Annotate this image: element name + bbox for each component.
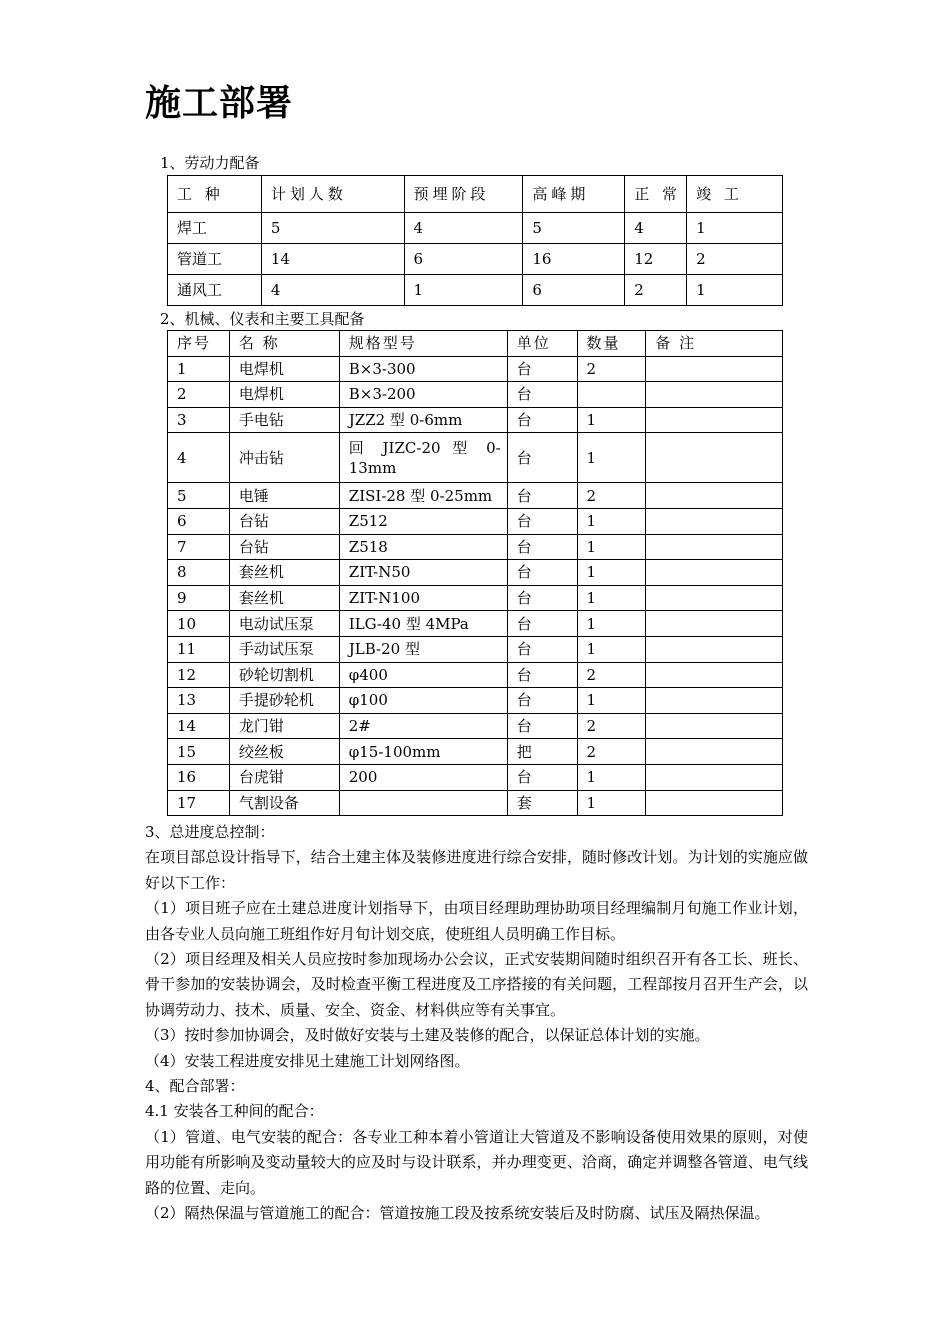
table-cell xyxy=(646,688,783,714)
table-cell: 台 xyxy=(507,611,577,637)
table-cell: 手提砂轮机 xyxy=(229,688,339,714)
table-cell: φ15-100mm xyxy=(339,739,507,765)
table-row xyxy=(168,483,783,509)
page-title: 施工部署 xyxy=(145,83,294,124)
header-cell: 竣 工 xyxy=(687,176,783,213)
header-cell: 备 注 xyxy=(646,331,783,357)
table-cell: 15 xyxy=(168,739,230,765)
table-cell: 台 xyxy=(507,483,577,509)
table-cell xyxy=(646,611,783,637)
table-cell: 1 xyxy=(577,688,646,714)
table-cell: 把 xyxy=(507,739,577,765)
table-cell: ILG-40 型 4MPa xyxy=(339,611,507,637)
table-cell: 绞丝板 xyxy=(229,739,339,765)
table-cell: Z512 xyxy=(339,508,507,534)
table-cell: 1 xyxy=(577,636,646,662)
table-cell: 17 xyxy=(168,790,230,816)
section4-subheading: 4.1 安装各工种间的配合： xyxy=(145,1102,324,1121)
table-cell: 套丝机 xyxy=(229,585,339,611)
table-cell: 16 xyxy=(523,244,625,275)
table-cell: 4 xyxy=(168,433,230,483)
table-cell: 台 xyxy=(507,534,577,560)
paragraph: （3）按时参加协调会，及时做好安装与土建及装修的配合，以保证总体计划的实施。 xyxy=(145,1026,710,1045)
paragraph: （1）项目班子应在土建总进度计划指导下，由项目经理助理协助项目经理编制月旬施工作业计划，由各专业人员向施工班组作好月旬计划交底，使班组人员明确工作目标。 xyxy=(145,899,808,943)
table-cell: 电锤 xyxy=(229,483,339,509)
table-cell: 台钻 xyxy=(229,508,339,534)
table-cell: Z518 xyxy=(339,534,507,560)
table-cell: 9 xyxy=(168,585,230,611)
table-cell: 手电钻 xyxy=(229,407,339,433)
header-cell: 计划人数 xyxy=(261,176,404,213)
table-cell xyxy=(646,407,783,433)
table-cell: 砂轮切割机 xyxy=(229,662,339,688)
table-row xyxy=(168,508,783,534)
table-cell: 台虎钳 xyxy=(229,764,339,790)
table-cell: 16 xyxy=(168,764,230,790)
table-cell: 5 xyxy=(168,483,230,509)
section3-heading: 3、总进度总控制： xyxy=(145,823,275,841)
header-cell: 工 种 xyxy=(168,176,262,213)
table-row xyxy=(168,662,783,688)
table-cell: ZISI-28 型 0-25mm xyxy=(339,483,507,509)
table-cell: 管道工 xyxy=(168,244,262,275)
table-cell: 1 xyxy=(577,790,646,816)
table-row xyxy=(168,275,783,306)
paragraph: （1）管道、电气安装的配合：各专业工种本着小管道让大管道及不影响设备使用效果的原则，对使用功能有所影响及变动量较大的应及时与设计联系，并办理变更、洽商，确定并调整各管道、电气线路的位置、走向。 xyxy=(145,1127,808,1197)
table-cell: 14 xyxy=(261,244,404,275)
table-cell: 200 xyxy=(339,764,507,790)
table-cell: 台 xyxy=(507,636,577,662)
paragraph: （4）安装工程进度安排见土建施工计划网络图。 xyxy=(145,1051,470,1070)
table-cell xyxy=(646,636,783,662)
table-row xyxy=(168,433,783,483)
header-cell: 数量 xyxy=(577,331,646,357)
section1-heading: 1、劳动力配备 xyxy=(160,154,260,172)
table-cell: 6 xyxy=(523,275,625,306)
table-cell: B×3-200 xyxy=(339,382,507,408)
table-cell: 3 xyxy=(168,407,230,433)
table-cell: 台 xyxy=(507,382,577,408)
table-cell: 龙门钳 xyxy=(229,713,339,739)
table-cell: φ400 xyxy=(339,662,507,688)
table-cell xyxy=(646,382,783,408)
table-cell: 1 xyxy=(577,764,646,790)
table-cell: 2 xyxy=(168,382,230,408)
table-cell: 6 xyxy=(404,244,523,275)
table-cell: 14 xyxy=(168,713,230,739)
table-cell: 1 xyxy=(577,433,646,483)
table-cell xyxy=(577,382,646,408)
table-cell: 1 xyxy=(687,275,783,306)
table-cell xyxy=(646,433,783,483)
table-cell: JZZ2 型 0-6mm xyxy=(339,407,507,433)
table-row xyxy=(168,688,783,714)
table-cell xyxy=(646,764,783,790)
table-cell xyxy=(646,483,783,509)
table-row xyxy=(168,764,783,790)
table-cell: 7 xyxy=(168,534,230,560)
table-cell xyxy=(646,534,783,560)
paragraph: （2）隔热保温与管道施工的配合：管道按施工段及按系统安装后及时防腐、试压及隔热保温。 xyxy=(145,1204,770,1223)
header-cell: 规格型号 xyxy=(339,331,507,357)
table-row xyxy=(168,739,783,765)
table-row xyxy=(168,713,783,739)
table-row xyxy=(168,585,783,611)
table-cell xyxy=(646,560,783,586)
header-cell: 名 称 xyxy=(229,331,339,357)
table-cell: 台 xyxy=(507,764,577,790)
table-cell: 套 xyxy=(507,790,577,816)
table-row xyxy=(168,636,783,662)
table-cell: ZIT-N100 xyxy=(339,585,507,611)
table-cell: 2# xyxy=(339,713,507,739)
table-cell: 11 xyxy=(168,636,230,662)
table-cell xyxy=(646,356,783,382)
table-cell xyxy=(646,585,783,611)
header-cell: 单位 xyxy=(507,331,577,357)
table-cell: 台 xyxy=(507,585,577,611)
table-cell xyxy=(646,713,783,739)
table-row xyxy=(168,534,783,560)
table-cell: 2 xyxy=(577,739,646,765)
header-cell: 序号 xyxy=(168,331,230,357)
table-cell: 套丝机 xyxy=(229,560,339,586)
table-cell xyxy=(646,790,783,816)
table-cell: 4 xyxy=(261,275,404,306)
paragraph: （2）项目经理及相关人员应按时参加现场办公会议，正式安装期间随时组织召开有各工长、班长、骨干参加的安装协调会，及时检查平衡工程进度及工序搭接的有关问题，工程部按月召开生产会，以协调劳动力、技术、质量、安全、资金、材料供应等有关事宜。 xyxy=(145,950,808,1019)
table-cell: ZIT-N50 xyxy=(339,560,507,586)
table-cell: 台 xyxy=(507,560,577,586)
table-cell: 5 xyxy=(261,213,404,244)
table-cell: 电焊机 xyxy=(229,382,339,408)
table-cell: 回 JIZC-20 型 0-13mm xyxy=(339,433,507,483)
table-cell: B×3-300 xyxy=(339,356,507,382)
table-row xyxy=(168,560,783,586)
table-cell: 通风工 xyxy=(168,275,262,306)
table-row xyxy=(168,244,783,275)
table-cell: 1 xyxy=(577,508,646,534)
equipment-table-header xyxy=(168,331,783,357)
table-cell: 台 xyxy=(507,508,577,534)
table-cell: 台 xyxy=(507,713,577,739)
table-cell: 台 xyxy=(507,688,577,714)
table-cell: 电焊机 xyxy=(229,356,339,382)
table-cell: 2 xyxy=(577,662,646,688)
table-cell: 焊工 xyxy=(168,213,262,244)
table-cell: 2 xyxy=(577,483,646,509)
table-cell: 1 xyxy=(577,611,646,637)
table-cell: 10 xyxy=(168,611,230,637)
table-cell: 冲击钻 xyxy=(229,433,339,483)
header-cell: 正 常 xyxy=(625,176,687,213)
labor-table-header xyxy=(168,176,783,213)
table-cell: 13 xyxy=(168,688,230,714)
table-cell xyxy=(646,508,783,534)
table-cell: JLB-20 型 xyxy=(339,636,507,662)
table-cell: 1 xyxy=(577,560,646,586)
paragraph: 在项目部总设计指导下，结合土建主体及装修进度进行综合安排，随时修改计划。为计划的实施应做好以下工作： xyxy=(145,848,808,892)
table-row xyxy=(168,790,783,816)
table-row xyxy=(168,382,783,408)
table-cell: 5 xyxy=(523,213,625,244)
equipment-table xyxy=(167,330,783,816)
table-row xyxy=(168,356,783,382)
header-cell: 预埋阶段 xyxy=(404,176,523,213)
table-cell: 6 xyxy=(168,508,230,534)
table-cell: 2 xyxy=(577,356,646,382)
header-cell: 高峰期 xyxy=(523,176,625,213)
table-cell: 2 xyxy=(577,713,646,739)
table-cell: 12 xyxy=(625,244,687,275)
table-cell: 手动试压泵 xyxy=(229,636,339,662)
table-cell: 台钻 xyxy=(229,534,339,560)
table-cell: 1 xyxy=(687,213,783,244)
table-cell: 1 xyxy=(168,356,230,382)
table-cell xyxy=(339,790,507,816)
labor-table xyxy=(167,175,783,306)
table-cell: 台 xyxy=(507,433,577,483)
table-cell: 台 xyxy=(507,407,577,433)
section4-heading: 4、配合部署： xyxy=(145,1077,245,1096)
table-cell: 8 xyxy=(168,560,230,586)
table-cell: 1 xyxy=(577,534,646,560)
table-cell: 2 xyxy=(687,244,783,275)
table-cell: 4 xyxy=(404,213,523,244)
table-cell: 电动试压泵 xyxy=(229,611,339,637)
table-cell: 2 xyxy=(625,275,687,306)
table-row xyxy=(168,407,783,433)
table-cell: 气割设备 xyxy=(229,790,339,816)
table-cell: 台 xyxy=(507,662,577,688)
section2-heading: 2、机械、仪表和主要工具配备 xyxy=(160,310,365,328)
table-cell xyxy=(646,739,783,765)
table-cell: 1 xyxy=(577,407,646,433)
table-cell: φ100 xyxy=(339,688,507,714)
table-cell: 4 xyxy=(625,213,687,244)
table-cell: 台 xyxy=(507,356,577,382)
table-row xyxy=(168,213,783,244)
table-cell xyxy=(646,662,783,688)
table-cell: 1 xyxy=(404,275,523,306)
body-text xyxy=(145,820,808,1227)
table-row xyxy=(168,611,783,637)
table-cell: 1 xyxy=(577,585,646,611)
table-cell: 12 xyxy=(168,662,230,688)
